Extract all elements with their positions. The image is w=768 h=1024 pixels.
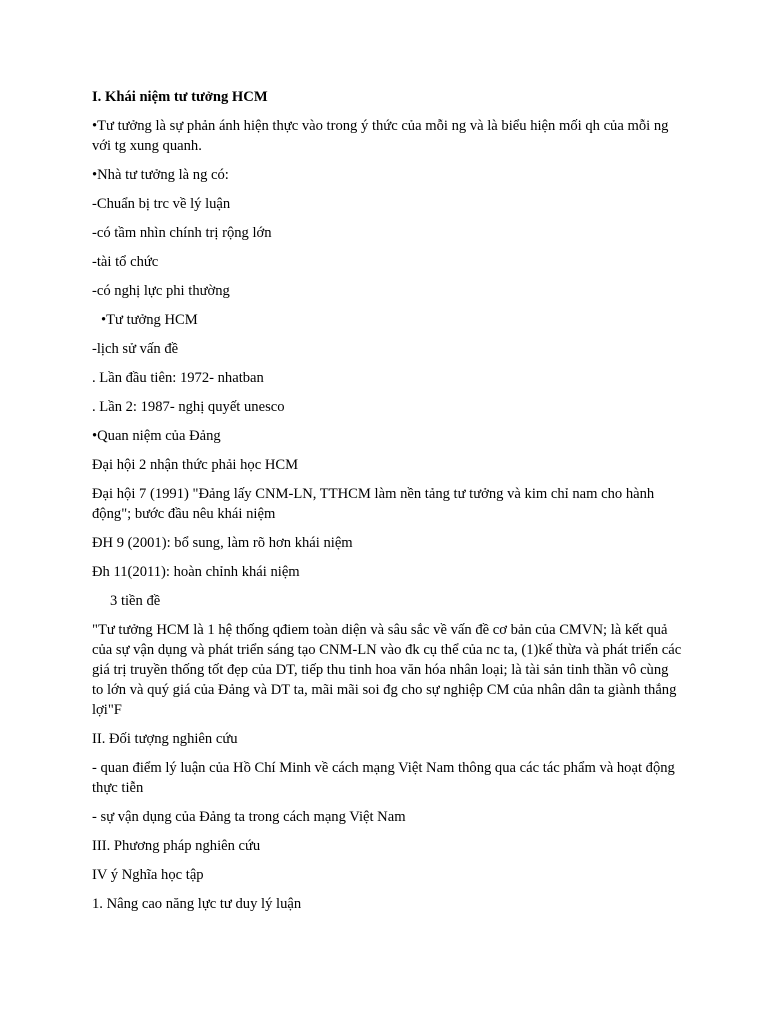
- paragraph-congress-7: Đại hội 7 (1991) "Đảng lấy CNM-LN, TTHCM làm nền tảng tư tưởng và kim chỉ nam cho hành động"; bước đầu nêu khái niệm: [92, 486, 655, 522]
- list-item-organization: -tài tổ chức: [92, 254, 159, 270]
- subheading-party-view: •Quan niệm của Đảng: [92, 428, 221, 444]
- subheading-hcm-thought: •Tư tưởng HCM: [101, 312, 198, 328]
- list-item-theoretical-thinking: 1. Nâng cao năng lực tư duy lý luận: [92, 896, 302, 912]
- paragraph-three-premises: 3 tiền đề: [110, 593, 161, 609]
- list-item-vision: -có tầm nhìn chính trị rộng lớn: [92, 225, 272, 241]
- paragraph-definition: •Tư tưởng là sự phản ánh hiện thực vào trong ý thức của mỗi ng và là biểu hiện mối qh của mỗi ng với tg xung quanh.: [92, 118, 669, 154]
- list-item-willpower: -có nghị lực phi thường: [92, 283, 230, 299]
- heading-research-method: III. Phương pháp nghiên cứu: [92, 838, 261, 854]
- heading-learning-meaning: IV ý Nghĩa học tập: [92, 867, 204, 883]
- list-item-history: -lịch sử vấn đề: [92, 341, 179, 357]
- list-item-second-time: . Lần 2: 1987- nghị quyết unesco: [92, 399, 285, 415]
- paragraph-definition-quote: "Tư tưởng HCM là 1 hệ thống qđiem toàn diện và sâu sắc về vấn đề cơ bản của CMVN; là kết quả của sự vận dụng và phát triển sáng tạo CNM-LN vào đk cụ thể của nc ta, (1)kế thừa và phát triển các giá trị truyền thống tốt đẹp của DT, tiếp thu tinh hoa văn hóa nhân loại; là tài sản tinh thần vô cùng to lớn và quý giá của Đảng và DT ta, mãi mãi soi đg cho sự nghiệp CM của nhân dân ta giành thắng lợi"F: [92, 622, 682, 718]
- list-item-first-time: . Lần đầu tiên: 1972- nhatban: [92, 370, 264, 386]
- document-body: [92, 87, 682, 923]
- paragraph-thinker: •Nhà tư tưởng là ng có:: [92, 167, 229, 183]
- list-item-application: - sự vận dụng của Đảng ta trong cách mạng Việt Nam: [92, 809, 406, 825]
- paragraph-congress-2: Đại hội 2 nhận thức phải học HCM: [92, 457, 299, 473]
- heading-concept: I. Khái niệm tư tưởng HCM: [92, 89, 268, 105]
- list-item-viewpoint: - quan điểm lý luận của Hồ Chí Minh về cách mạng Việt Nam thông qua các tác phẩm và hoạt động thực tiễn: [92, 760, 675, 796]
- list-item-theory: -Chuẩn bị trc về lý luận: [92, 196, 231, 212]
- paragraph-congress-11: Đh 11(2011): hoàn chỉnh khái niệm: [92, 564, 300, 580]
- heading-research-object: II. Đối tượng nghiên cứu: [92, 731, 238, 747]
- paragraph-congress-9: ĐH 9 (2001): bổ sung, làm rõ hơn khái niệm: [92, 535, 353, 551]
